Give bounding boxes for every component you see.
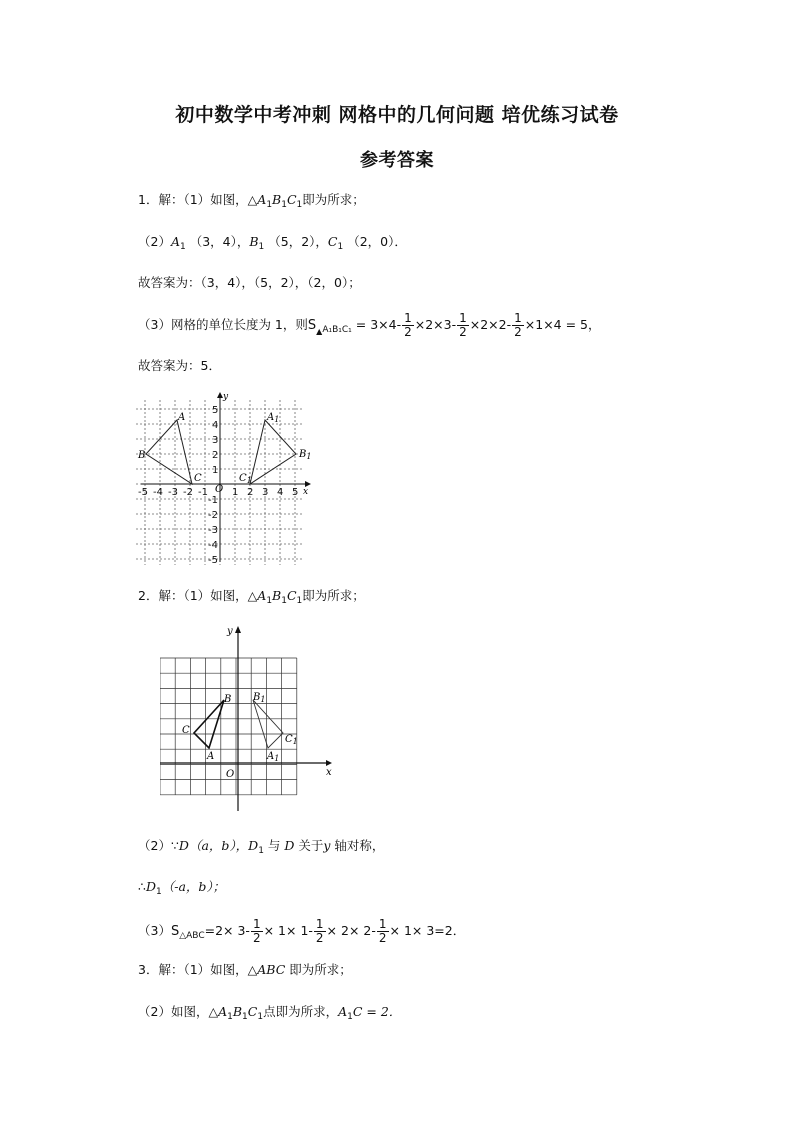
- point-c1-label: $C_1$: [285, 734, 298, 746]
- q2-line-1: 2．解：（1）如图，$\triangle A_1B_1C_1$即为所求；: [138, 588, 365, 606]
- triangle-a1b1c1: [253, 700, 283, 748]
- point-b1-label: $B_1$: [253, 692, 266, 704]
- y-axis-label: y: [223, 392, 229, 402]
- x-tick-label: 4: [277, 487, 284, 498]
- x-axis-label: x: [326, 767, 332, 778]
- x-tick-label: 3: [262, 487, 269, 498]
- x-tick-label: 5: [292, 487, 299, 498]
- point-a-label: A: [207, 751, 215, 762]
- point-a1-label: $A_1$: [267, 751, 280, 763]
- vertex-a1: $A_1B_1C_1$: [257, 192, 303, 210]
- page-title: 初中数学中考冲刺 网格中的几何问题 培优练习试卷: [175, 104, 619, 126]
- y-tick-label: -1: [208, 495, 218, 506]
- coord-b1: （5，2），: [268, 234, 328, 249]
- y-tick-label: -2: [208, 510, 218, 521]
- x-tick-label: -3: [168, 487, 178, 498]
- figure-1-coordinate-grid: [135, 390, 315, 565]
- point-b-label: B: [138, 450, 146, 461]
- point-a1-label: $A_1$: [267, 412, 280, 424]
- y-tick-label: 2: [212, 450, 219, 461]
- triangle-abc: [146, 420, 192, 484]
- q1-line-4: （3）网格的单位长度为 1，则$S_{▲A_1B_1C_1} = 3\times 4-$ $\frac{1}{2}$ ×2×3- $\frac{1}{2}$ ×2×2- $\frac{1}{2}$ ×1×4 = 5，: [138, 311, 601, 339]
- point-b-label: B: [224, 694, 232, 705]
- y-tick-label: 5: [212, 405, 219, 416]
- x-tick-label: -4: [153, 487, 163, 498]
- y-axis-label: y: [227, 626, 233, 637]
- x-tick-label: 1: [232, 487, 239, 498]
- x-tick-label: -5: [138, 487, 148, 498]
- q1-line-3: 故答案为：（3，4），（5，2），（2，0）；: [138, 275, 361, 290]
- triangle-a1b1c1: [250, 420, 296, 484]
- q2-line-3: $\therefore D_1(-a$，b）；: [138, 879, 226, 897]
- x-tick-label: 2: [247, 487, 254, 498]
- triangle-abc: [194, 700, 224, 748]
- q1-intro: 1．解：（1）如图，: [138, 192, 248, 207]
- origin-label: O: [226, 769, 235, 780]
- point-c1-label: $C_1$: [239, 473, 252, 485]
- y-tick-label: 1: [212, 465, 219, 476]
- x-tick-label: -1: [198, 487, 208, 498]
- q1-line-5: 故答案为：5．: [138, 358, 221, 373]
- y-tick-label: -5: [208, 555, 218, 565]
- q1-line-2: $(2)A_1$ （3，4），$B_1$ （5，2），$C_1$ （2，0）．: [138, 234, 407, 252]
- point-c-label: C: [182, 725, 190, 736]
- y-axis-arrow: [235, 626, 241, 633]
- y-tick-label: -3: [208, 525, 218, 536]
- q2-line-4: $(3)S_{\triangle ABC}=2\times 3-$ $\frac{1}{2}$ × 1× 1- $\frac{1}{2}$ × 2× 2- $\frac{1}{2}$ × 1× 3=2．: [138, 917, 466, 945]
- y-tick-label: -4: [208, 540, 218, 551]
- triangle-symbol: △: [247, 192, 258, 207]
- q1-line-1: [138, 192, 365, 213]
- x-tick-label: -2: [183, 487, 193, 498]
- page-subtitle: 参考答案: [360, 150, 434, 171]
- point-c-label: C: [194, 473, 202, 484]
- y-tick-label: 4: [212, 420, 219, 431]
- figure-2-coordinate-grid: [160, 623, 340, 813]
- fraction-half: $\frac{1}{2}$: [404, 311, 412, 339]
- point-b1-label: $B_1$: [299, 449, 312, 461]
- q3-line-1: 3．解：（1）如图，△ABC 即为所求；: [138, 962, 352, 977]
- coord-a1: （3，4），: [189, 234, 250, 249]
- point-a-label: A: [178, 412, 186, 423]
- x-axis-arrow: [326, 760, 332, 766]
- q3-line-2: （2）如图，$\triangle A_1B_1C_1$点即为所求，$A_1C = 2$．: [138, 1004, 402, 1022]
- y-tick-label: 3: [212, 435, 219, 446]
- fraction-half: $\frac{1}{2}$: [514, 311, 522, 339]
- coord-c1: （2，0）．: [347, 234, 407, 249]
- fraction-half: $\frac{1}{2}$: [459, 311, 467, 339]
- q2-line-2: （2）∵D（a，b），$D_1$ 与 D 关于y 轴对称，: [138, 838, 385, 856]
- q1-intro-suffix: 即为所求；: [302, 192, 365, 207]
- origin-label: O: [215, 484, 224, 495]
- x-axis-label: x: [303, 487, 309, 497]
